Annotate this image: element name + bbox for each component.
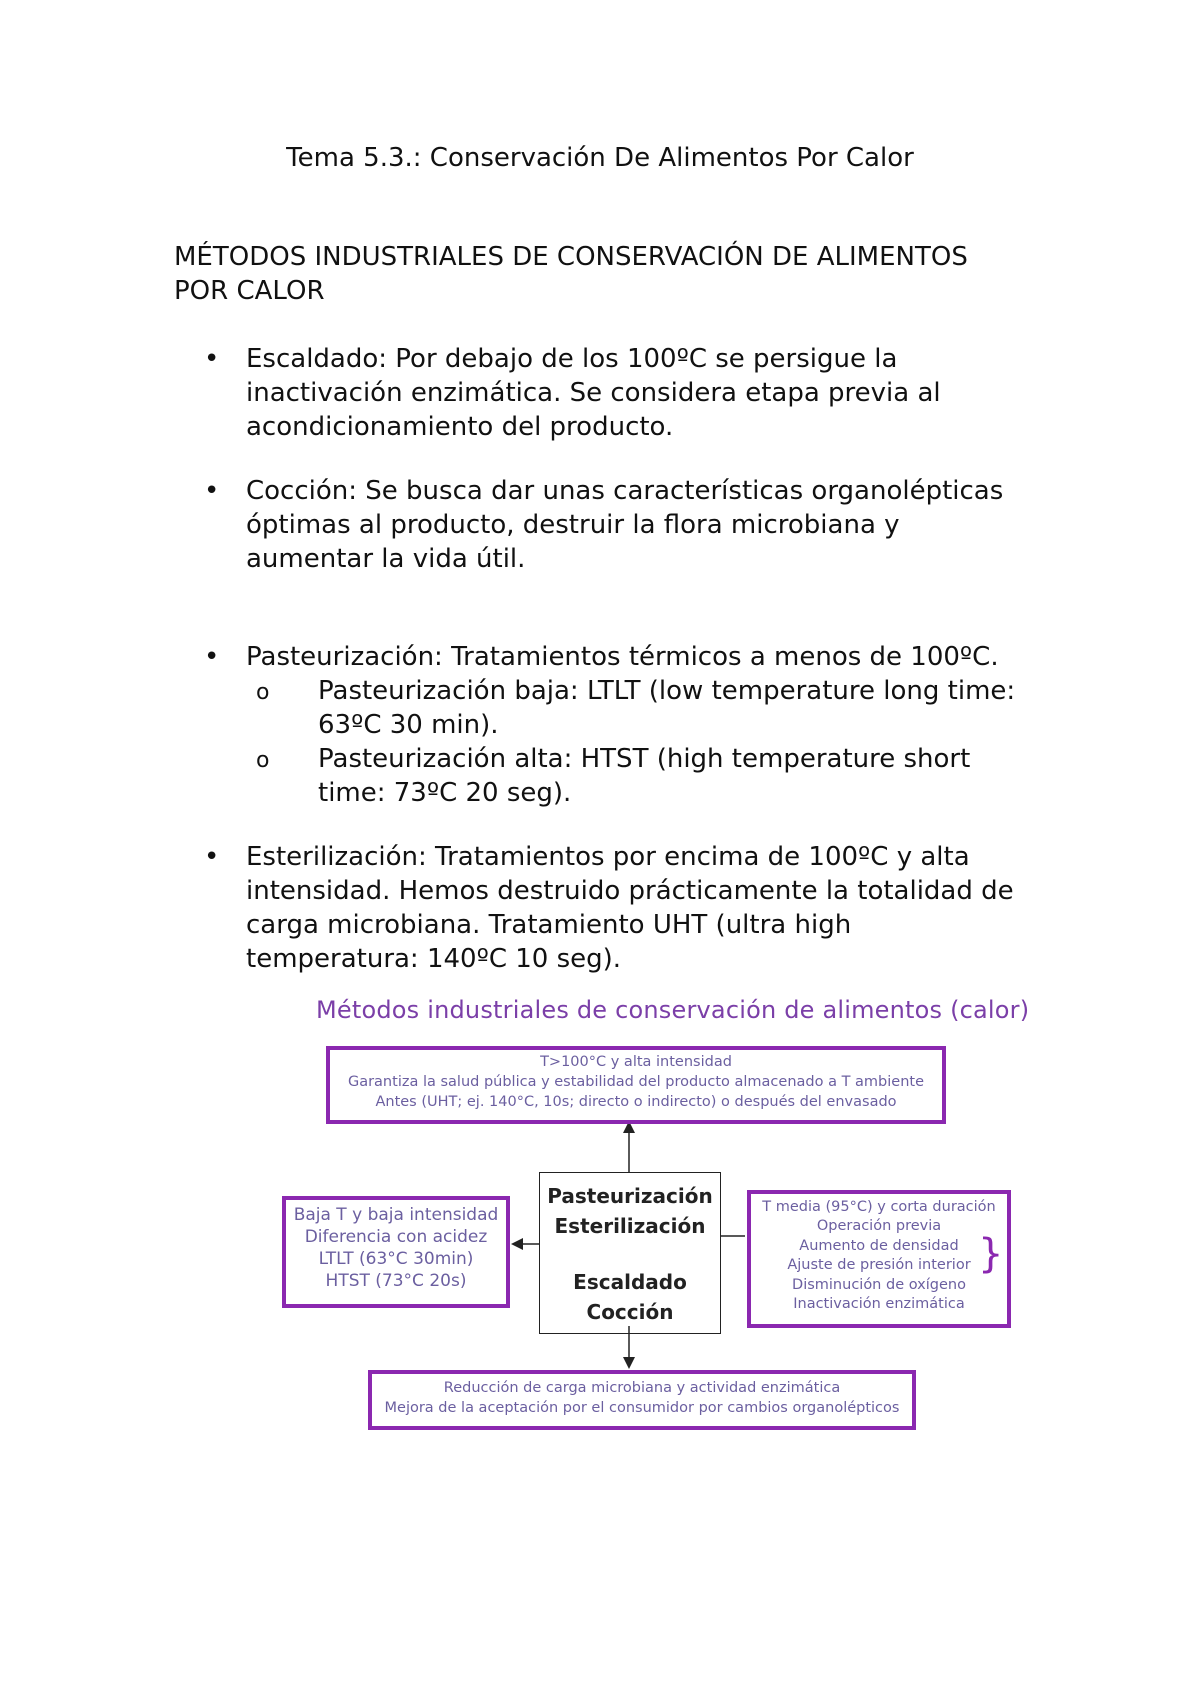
page-title: Tema 5.3.: Conservación De Alimentos Por Calor: [286, 143, 914, 173]
bullet-line: Esterilización: Tratamientos por encima de 100ºC y alta: [246, 842, 970, 872]
box-line: Garantiza la salud pública y estabilidad del producto almacenado a T ambiente: [347, 1074, 925, 1090]
bullet-line: aumentar la vida útil.: [246, 544, 526, 574]
center-line: Escaldado: [573, 1270, 687, 1294]
sub-bullet-line: 63ºC 30 min).: [318, 710, 499, 740]
heading-line-2: POR CALOR: [174, 276, 325, 306]
diagram-title: Métodos industriales de conservación de alimentos (calor): [316, 996, 1030, 1024]
bullet-line: Cocción: Se busca dar unas características organolépticas: [246, 476, 1004, 506]
box-pasteurizacion-info: [282, 1196, 510, 1308]
box-line: Operación previa: [816, 1218, 942, 1235]
section-heading: [174, 240, 1034, 308]
box-line: Reducción de carga microbiana y actividad enzimática: [443, 1380, 841, 1396]
bullet-line: óptimas al producto, destruir la flora microbiana y: [246, 510, 900, 540]
sub-bullet-marker: o: [256, 748, 270, 773]
box-line: Diferencia con acidez: [304, 1227, 488, 1247]
center-line: Esterilización: [554, 1214, 706, 1238]
box-line: Inactivación enzimática: [793, 1296, 965, 1313]
box-line: Disminución de oxígeno: [792, 1276, 966, 1293]
box-methods-center: [539, 1172, 721, 1334]
center-line: Cocción: [586, 1300, 674, 1324]
box-line: Mejora de la aceptación por el consumidor por cambios organolépticos: [384, 1400, 900, 1416]
box-line: T>100°C y alta intensidad: [540, 1054, 732, 1070]
bullet-line: acondicionamiento del producto.: [246, 412, 674, 442]
bullet-dot: •: [204, 642, 220, 672]
bullet-dot: •: [204, 344, 220, 374]
box-coccion-info: [368, 1370, 916, 1430]
heading-line-1: MÉTODOS INDUSTRIALES DE CONSERVACIÓN DE ALIMENTOS: [174, 242, 968, 272]
box-escaldado-info: [747, 1190, 1011, 1328]
bullet-line: carga microbiana. Tratamiento UHT (ultra high: [246, 910, 852, 940]
bullet-line: Escaldado: Por debajo de los 100ºC se persigue la: [246, 344, 898, 374]
box-line: Baja T y baja intensidad: [293, 1205, 499, 1225]
bullet-line: intensidad. Hemos destruido prácticamente la totalidad de: [246, 876, 1014, 906]
box-esterilizacion-info: [326, 1046, 946, 1124]
box-line: LTLT (63°C 30min): [318, 1249, 474, 1269]
brace-symbol: }: [978, 1231, 1004, 1277]
box-line: Aumento de densidad: [799, 1237, 959, 1254]
box-line: Ajuste de presión interior: [787, 1257, 971, 1274]
bullet-line: Pasteurización: Tratamientos térmicos a menos de 100ºC.: [246, 642, 999, 672]
sub-bullet-marker: o: [256, 680, 270, 705]
sub-bullet-line: time: 73ºC 20 seg).: [318, 778, 572, 808]
bullet-line: inactivación enzimática. Se considera etapa previa al: [246, 378, 941, 408]
bullet-dot: •: [204, 476, 220, 506]
center-line: Pasteurización: [547, 1184, 713, 1208]
box-line: HTST (73°C 20s): [325, 1271, 467, 1291]
bullet-dot: •: [204, 842, 220, 872]
sub-bullet-line: Pasteurización alta: HTST (high temperature short: [318, 744, 971, 774]
box-line: T media (95°C) y corta duración: [762, 1199, 996, 1215]
bullet-line: temperatura: 140ºC 10 seg).: [246, 944, 622, 974]
box-line: Antes (UHT; ej. 140°C, 10s; directo o indirecto) o después del envasado: [375, 1094, 897, 1110]
sub-bullet-line: Pasteurización baja: LTLT (low temperature long time:: [318, 676, 1016, 706]
